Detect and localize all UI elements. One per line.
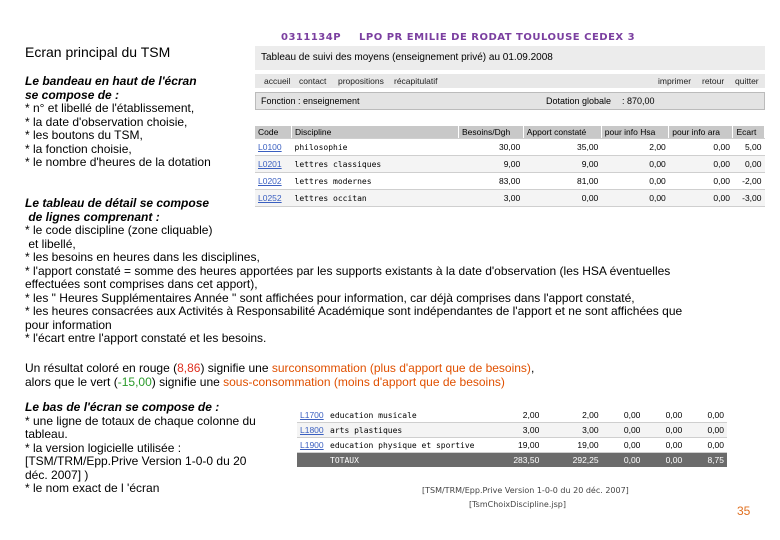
table-row bbox=[255, 156, 765, 173]
bottom-line: [TSM/TRM/Epp.Prive Version 1-0-0 du 20 bbox=[25, 454, 247, 468]
discipline-code-link[interactable]: L1800 bbox=[297, 423, 327, 438]
besoins-value: 30,00 bbox=[459, 139, 524, 156]
discipline-code-link[interactable]: L0100 bbox=[255, 139, 292, 156]
header-item: * la fonction choisie, bbox=[25, 141, 132, 156]
detail-line: * les besoins en heures dans les disciplines, bbox=[25, 250, 260, 264]
ecart-value: 0,00 bbox=[733, 156, 765, 173]
apport-value: 9,00 bbox=[523, 156, 601, 173]
ara-value: 0,00 bbox=[669, 139, 733, 156]
besoins-value: 83,00 bbox=[459, 173, 524, 190]
totals-row bbox=[297, 453, 727, 468]
table-row bbox=[297, 408, 727, 423]
bottom-line: * le nom exact de l 'écran bbox=[25, 481, 160, 495]
result-line1 bbox=[25, 362, 765, 376]
header-item: * n° et libellé de l'établissement, bbox=[25, 101, 195, 115]
bottom-table bbox=[297, 408, 727, 467]
result-text: ) signifie une bbox=[151, 374, 224, 389]
nav-accueil[interactable]: accueil bbox=[264, 76, 291, 86]
screen-title: Tableau de suivi des moyens (enseignement privé) au 01.09.2008 bbox=[255, 46, 765, 70]
total-hsa: 0,00 bbox=[602, 453, 644, 468]
total-label: TOTAUX bbox=[327, 453, 483, 468]
slide-title: Ecran principal du TSM bbox=[25, 44, 171, 60]
detail-line: et libellé, bbox=[25, 236, 76, 251]
apport-value: 2,00 bbox=[542, 408, 601, 423]
hsa-value: 2,00 bbox=[601, 139, 669, 156]
hsa-value: 0,00 bbox=[601, 173, 669, 190]
table-row bbox=[297, 438, 727, 453]
establishment-name: LPO PR EMILIE DE RODAT TOULOUSE CEDEX 3 bbox=[359, 32, 636, 43]
dotation-label: Dotation globale bbox=[546, 96, 612, 106]
col-ara: pour info ara bbox=[669, 126, 733, 139]
table-row bbox=[255, 190, 765, 207]
hsa-value: 0,00 bbox=[602, 423, 644, 438]
ecart-value: 5,00 bbox=[733, 139, 765, 156]
total-besoins: 283,50 bbox=[483, 453, 542, 468]
discipline-code-link[interactable]: L1900 bbox=[297, 438, 327, 453]
discipline-label: lettres occitan bbox=[292, 190, 459, 207]
hsa-value: 0,00 bbox=[602, 438, 644, 453]
header-item: * les boutons du TSM, bbox=[25, 128, 143, 142]
detail-line: * l'apport constaté = somme des heures apportées par les supports existants à la date d'observation (les HSA éventuelles bbox=[25, 263, 671, 278]
ara-value: 0,00 bbox=[669, 156, 733, 173]
red-value: 8,86 bbox=[177, 361, 201, 375]
ecart-value: -2,00 bbox=[733, 173, 765, 190]
bottom-screenshot bbox=[297, 408, 727, 513]
apport-value: 0,00 bbox=[523, 190, 601, 207]
nav-bar bbox=[255, 74, 765, 88]
detail-line: * les " Heures Supplémentaires Année " sont affichées pour information, car déjà comprises dans l'apport constaté, bbox=[25, 290, 635, 305]
bottom-line: * une ligne de totaux de chaque colonne du bbox=[25, 413, 256, 428]
detail-line: * l'écart entre l'apport constaté et les besoins. bbox=[25, 331, 267, 345]
discipline-code-link[interactable]: L0201 bbox=[255, 156, 292, 173]
total-ecart: 8,75 bbox=[685, 453, 727, 468]
nav-propositions[interactable]: propositions bbox=[338, 76, 384, 86]
discipline-label: education physique et sportive bbox=[327, 438, 483, 453]
hsa-value: 0,00 bbox=[601, 156, 669, 173]
ara-value: 0,00 bbox=[669, 190, 733, 207]
header-explanation bbox=[25, 75, 250, 170]
besoins-value: 2,00 bbox=[483, 408, 542, 423]
detail-heading-line1: Le tableau de détail se compose bbox=[25, 196, 210, 210]
col-discipline: Discipline bbox=[292, 126, 459, 139]
table-header-row bbox=[255, 126, 765, 139]
detail-table bbox=[255, 126, 765, 207]
table-row bbox=[255, 139, 765, 156]
result-explanation bbox=[25, 362, 765, 389]
discipline-label: education musicale bbox=[327, 408, 483, 423]
function-label: Fonction : enseignement bbox=[261, 96, 360, 106]
besoins-value: 3,00 bbox=[459, 190, 524, 207]
bottom-explanation bbox=[25, 401, 290, 496]
discipline-label: philosophie bbox=[292, 139, 459, 156]
apport-value: 19,00 bbox=[542, 438, 601, 453]
col-hsa: pour info Hsa bbox=[601, 126, 669, 139]
detail-line: pour information bbox=[25, 317, 112, 332]
detail-heading-line2: de lignes comprenant : bbox=[25, 209, 160, 224]
ara-value: 0,00 bbox=[643, 438, 685, 453]
col-ecart: Ecart bbox=[733, 126, 765, 139]
result-text: , bbox=[530, 361, 535, 375]
col-apport: Apport constaté bbox=[523, 126, 601, 139]
result-text: Un résultat coloré en rouge ( bbox=[25, 361, 178, 375]
header-item: * le nombre d'heures de la dotation bbox=[25, 155, 211, 169]
nav-quitter[interactable]: quitter bbox=[735, 76, 759, 86]
nav-contact[interactable]: contact bbox=[299, 76, 327, 86]
apport-value: 3,00 bbox=[542, 423, 601, 438]
function-bar bbox=[255, 92, 765, 110]
result-text: ) signifie une bbox=[200, 361, 272, 375]
ecart-value: 0,00 bbox=[685, 438, 727, 453]
detail-line: effectuées sont comprises dans cet apport), bbox=[25, 277, 258, 291]
nav-recapitulatif[interactable]: récapitulatif bbox=[394, 76, 438, 86]
detail-explanation bbox=[25, 197, 765, 346]
green-value: -15,00 bbox=[117, 374, 152, 389]
ecart-value: -3,00 bbox=[733, 190, 765, 207]
hsa-value: 0,00 bbox=[601, 190, 669, 207]
total-code bbox=[297, 453, 327, 468]
total-apport: 292,25 bbox=[542, 453, 601, 468]
ara-value: 0,00 bbox=[669, 173, 733, 190]
detail-line: * les heures consacrées aux Activités à Responsabilité Académique sont indépendantes de l'apport et ne sont affichées que bbox=[25, 304, 683, 318]
col-besoins: Besoins/Dgh bbox=[459, 126, 524, 139]
dotation-value: : 870,00 bbox=[622, 96, 655, 106]
bottom-line: * la version logicielle utilisée : bbox=[25, 440, 182, 455]
bottom-line: tableau. bbox=[25, 427, 68, 441]
discipline-code-link[interactable]: L1700 bbox=[297, 408, 327, 423]
ecart-value: 0,00 bbox=[685, 423, 727, 438]
discipline-label: lettres classiques bbox=[292, 156, 459, 173]
result-text: alors que le vert ( bbox=[25, 374, 118, 389]
ara-value: 0,00 bbox=[643, 423, 685, 438]
ecart-value: 0,00 bbox=[685, 408, 727, 423]
discipline-label: arts plastiques bbox=[327, 423, 483, 438]
sous-consommation-text: sous-consommation (moins d'apport que de besoins) bbox=[223, 374, 505, 389]
discipline-code-link[interactable]: L0252 bbox=[255, 190, 292, 207]
detail-line: * le code discipline (zone cliquable) bbox=[25, 223, 213, 237]
establishment-code: 0311134P bbox=[281, 32, 342, 43]
bottom-line: déc. 2007] ) bbox=[25, 467, 89, 482]
total-ara: 0,00 bbox=[643, 453, 685, 468]
screen-name: [TsmChoixDiscipline.jsp] bbox=[469, 500, 566, 509]
besoins-value: 9,00 bbox=[459, 156, 524, 173]
nav-retour[interactable]: retour bbox=[702, 76, 725, 86]
software-version: [TSM/TRM/Epp.Prive Version 1-0-0 du 20 déc. 2007] bbox=[422, 486, 629, 495]
besoins-value: 3,00 bbox=[483, 423, 542, 438]
hsa-value: 0,00 bbox=[602, 408, 644, 423]
result-line2 bbox=[25, 376, 765, 390]
header-heading-line1: Le bandeau en haut de l'écran bbox=[25, 74, 197, 88]
surconsommation-text: surconsommation (plus d'apport que de besoins) bbox=[271, 361, 531, 375]
table-row bbox=[297, 423, 727, 438]
discipline-label: lettres modernes bbox=[292, 173, 459, 190]
top-screenshot bbox=[255, 28, 765, 216]
establishment-header bbox=[281, 32, 635, 43]
apport-value: 35,00 bbox=[523, 139, 601, 156]
col-code: Code bbox=[255, 126, 292, 139]
ara-value: 0,00 bbox=[643, 408, 685, 423]
table-row bbox=[255, 173, 765, 190]
header-item: * la date d'observation choisie, bbox=[25, 114, 188, 129]
apport-value: 81,00 bbox=[523, 173, 601, 190]
page-number: 35 bbox=[737, 504, 751, 518]
discipline-code-link[interactable]: L0202 bbox=[255, 173, 292, 190]
header-heading-line2: se compose de : bbox=[25, 87, 120, 102]
besoins-value: 19,00 bbox=[483, 438, 542, 453]
nav-imprimer[interactable]: imprimer bbox=[658, 76, 692, 86]
bottom-heading: Le bas de l'écran se compose de : bbox=[25, 400, 220, 414]
